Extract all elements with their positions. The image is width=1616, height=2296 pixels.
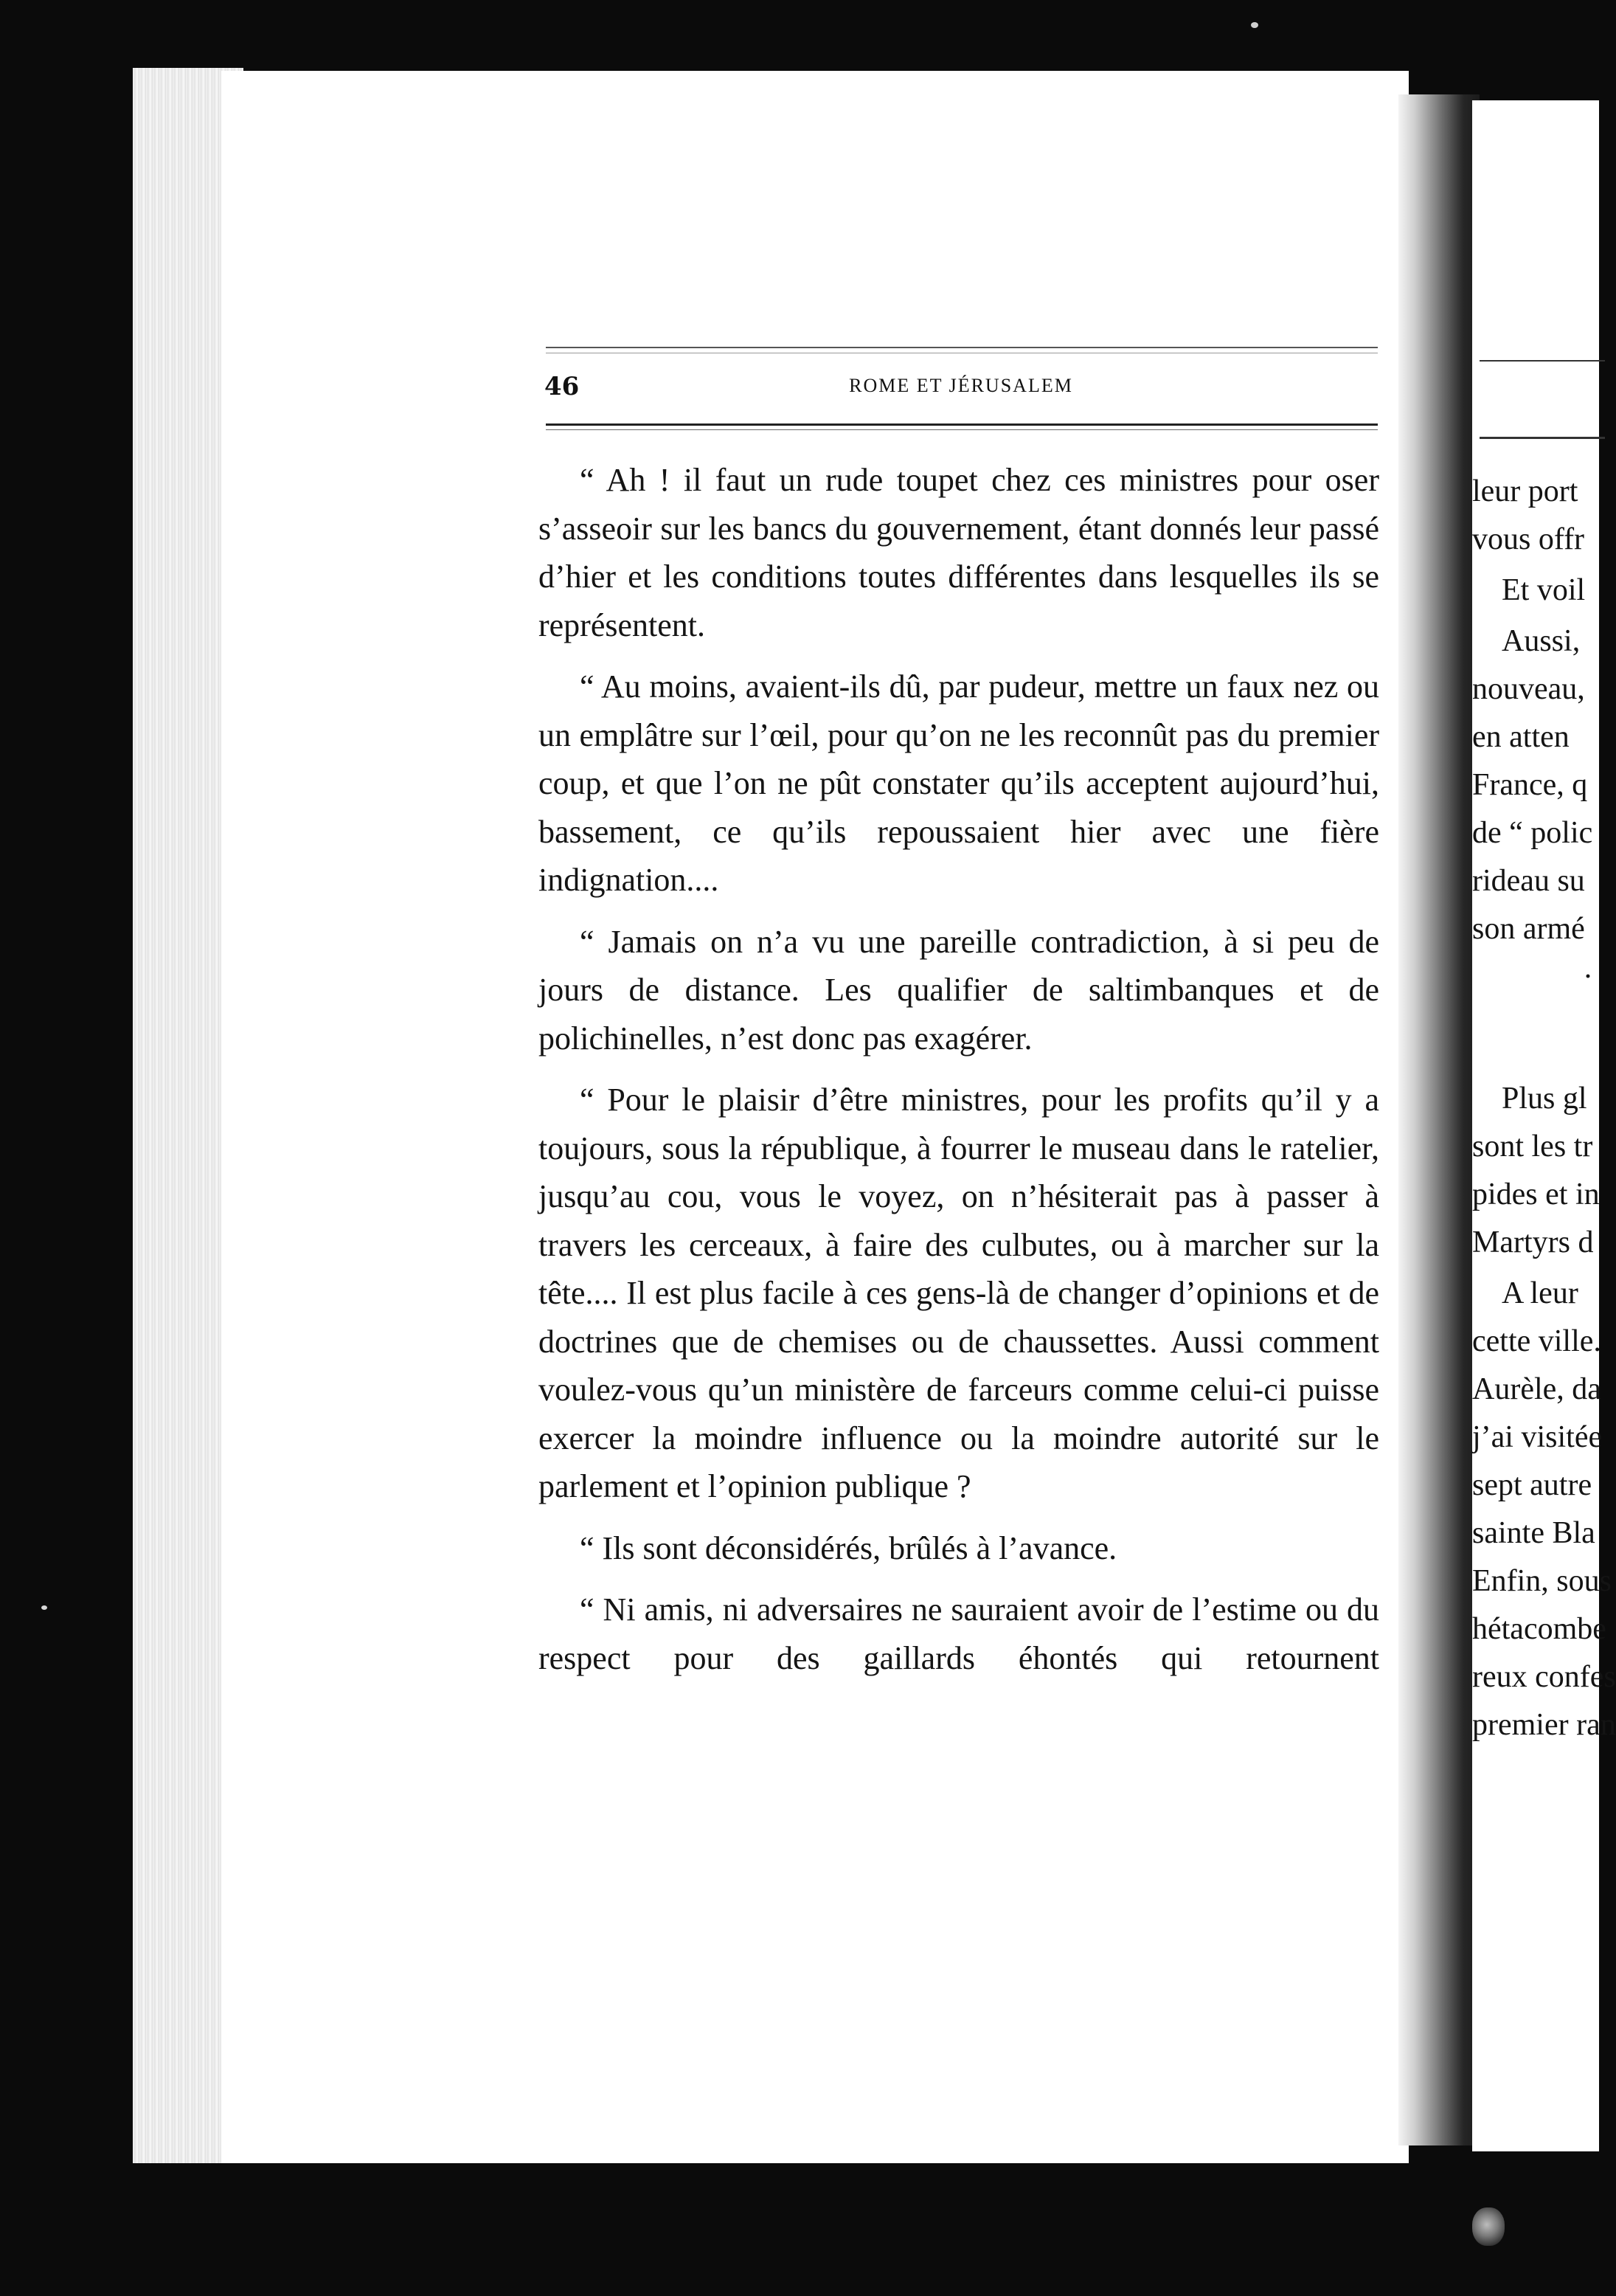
book-gutter-shadow	[1398, 94, 1480, 2145]
facing-line: Enfin, sous	[1472, 1564, 1612, 1598]
facing-header-rule	[1480, 437, 1605, 439]
paragraph: “ Ah ! il faut un rude toupet chez ces ministres pour oser s’asseoir sur les bancs du gouvernement, étant donnés leur passé d’hier et les conditions toutes différentes dans lesquelles ils se représentent.	[538, 462, 1379, 643]
facing-ornament: ·	[1583, 960, 1593, 994]
facing-line: France, q	[1472, 768, 1588, 802]
facing-line: Aurèle, da	[1472, 1372, 1601, 1406]
paragraph: “ Au moins, avaient-ils dû, par pudeur, mettre un faux nez ou un emplâtre sur l’œil, pour qu’on ne les reconnût pas du premier coup, et que l’on ne pût constater qu’ils acceptent aujourd’hui, bassement, ce qu’ils repoussaient hier avec une fière indignation....	[538, 668, 1379, 898]
header-rule-thin	[546, 429, 1378, 430]
facing-line: nouveau,	[1472, 672, 1585, 706]
facing-line: hétacombe	[1472, 1612, 1606, 1646]
body-text	[538, 456, 1379, 1682]
facing-line: premier ran	[1472, 1708, 1616, 1742]
facing-page	[1472, 100, 1616, 2151]
facing-line: A leur	[1502, 1276, 1578, 1310]
facing-top-rule	[1480, 360, 1605, 362]
facing-line: rideau su	[1472, 864, 1585, 898]
facing-line: reux confes	[1472, 1660, 1616, 1694]
paragraph: “ Pour le plaisir d’être ministres, pour les profits qu’il y a toujours, sous la république, à fourrer le museau dans le ratelier, jusqu’au cou, vous le voyez, on n’hésiterait pas à passer à travers les cerceaux, à faire des culbutes, ou à marcher sur la tête.... Il est plus facile à ces gens-là de changer d’opinions et de doctrines que de chemises ou de chaussettes. Aussi comment voulez-vous qu’un ministère de farceurs comme celui-ci puisse exercer la moindre influence ou la moindre autorité sur le parlement et l’opinion publique ?	[538, 1082, 1379, 1504]
facing-line: sainte Bla	[1472, 1516, 1595, 1550]
facing-line: leur port	[1472, 474, 1578, 508]
facing-page-text	[1472, 468, 1616, 1749]
library-stamp	[1472, 2207, 1505, 2246]
facing-line: son armé	[1472, 912, 1585, 946]
facing-line: vous offr	[1472, 522, 1585, 556]
facing-line: de “ polic	[1472, 816, 1593, 850]
facing-line: pides et in	[1472, 1178, 1600, 1211]
paragraph: “ Ni amis, ni adversaires ne sauraient avoir de l’estime ou du respect pour des gaillards éhontés qui retournent	[538, 1591, 1379, 1676]
facing-line: sont les tr	[1472, 1130, 1593, 1163]
facing-line: Plus gl	[1502, 1082, 1587, 1116]
top-rule	[546, 347, 1378, 348]
paragraph: “ Ils sont déconsidérés, brûlés à l’avance.	[580, 1529, 1117, 1566]
facing-line: Et voil	[1502, 573, 1586, 607]
facing-spacer	[1472, 1001, 1599, 1075]
facing-line: cette ville.	[1472, 1324, 1601, 1358]
page-number: 46	[544, 372, 580, 401]
page-header	[544, 364, 1378, 416]
running-head: ROME ET JÉRUSALEM	[849, 375, 1073, 396]
dust-speck	[1251, 22, 1258, 28]
facing-line: en atten	[1472, 720, 1570, 754]
paragraph: “ Jamais on n’a vu une pareille contradiction, à si peu de jours de distance. Les qualifier de saltimbanques et de polichinelles, n’est donc pas exagérer.	[538, 923, 1379, 1057]
facing-line: Martyrs d	[1472, 1225, 1594, 1259]
header-rule	[546, 423, 1378, 426]
facing-line: sept autre	[1472, 1468, 1592, 1502]
facing-line: Aussi,	[1502, 624, 1581, 658]
dust-speck	[41, 1605, 47, 1610]
facing-line: j’ai visitée	[1472, 1420, 1603, 1454]
